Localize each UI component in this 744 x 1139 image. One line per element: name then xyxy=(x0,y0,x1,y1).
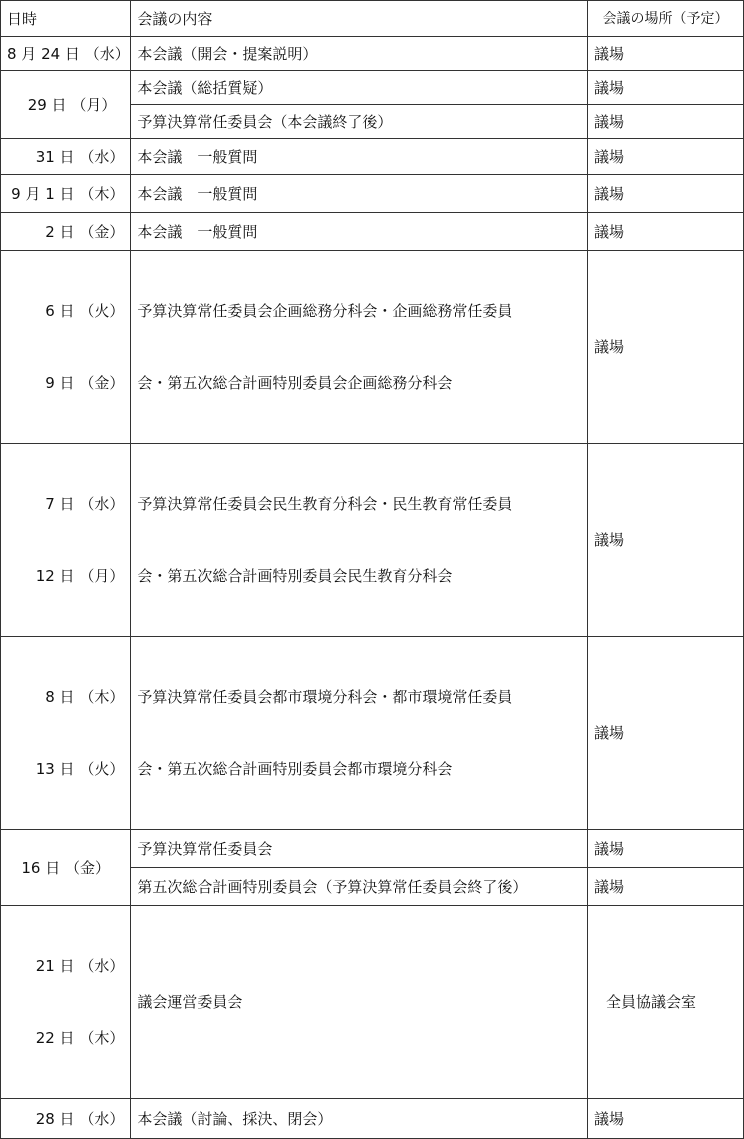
date-line: 9 日 （金） xyxy=(45,374,125,392)
place-cell: 全員協議会室 xyxy=(588,906,744,1099)
date-cell xyxy=(1,906,131,1099)
date-cell xyxy=(1,139,131,175)
date-line: 29 日 （月） xyxy=(27,95,117,114)
content-cell xyxy=(131,37,588,71)
date-line: 8 月 24 日 （水） xyxy=(7,44,130,63)
date-line: 13 日 （火） xyxy=(35,760,125,778)
content-line: 本会議 一般質問 xyxy=(137,184,258,203)
content-line: 会・第五次総合計画特別委員会都市環境分科会 xyxy=(137,760,453,778)
date-cell xyxy=(1,251,131,444)
content-line: 予算決算常任委員会 xyxy=(137,839,273,858)
table-row xyxy=(1,637,744,830)
date-line: 7 日 （水） xyxy=(45,495,125,513)
content-cell xyxy=(131,868,588,906)
date-cell xyxy=(1,1099,131,1139)
place-cell: 議場 xyxy=(588,175,744,213)
content-cell xyxy=(131,71,588,105)
content-cell xyxy=(131,213,588,251)
date-line: 2 日 （金） xyxy=(45,222,125,241)
table-row xyxy=(1,251,744,444)
date-line: 6 日 （火） xyxy=(45,302,125,320)
header-date: 日時 xyxy=(1,1,131,37)
place-cell: 議場 xyxy=(588,830,744,868)
place-cell: 議場 xyxy=(588,1099,744,1139)
place-cell: 議場 xyxy=(588,37,744,71)
date-cell xyxy=(1,444,131,637)
content-line: 本会議（総括質疑） xyxy=(137,78,273,97)
header-place: 会議の場所（予定） xyxy=(588,1,744,37)
date-line: 21 日 （水） xyxy=(35,957,125,975)
header-row xyxy=(1,1,744,37)
date-cell xyxy=(1,830,131,906)
content-cell xyxy=(131,139,588,175)
date-line: 9 月 1 日 （木） xyxy=(11,184,125,203)
place-cell: 議場 xyxy=(588,251,744,444)
content-line: 予算決算常任委員会企画総務分科会・企画総務常任委員 xyxy=(137,302,513,320)
content-line: 第五次総合計画特別委員会（予算決算常任委員会終了後） xyxy=(137,877,528,896)
date-line: 12 日 （月） xyxy=(35,567,125,585)
date-cell xyxy=(1,37,131,71)
content-line: 会・第五次総合計画特別委員会民生教育分科会 xyxy=(137,567,453,585)
table-row xyxy=(1,213,744,251)
date-cell xyxy=(1,213,131,251)
content-line: 会・第五次総合計画特別委員会企画総務分科会 xyxy=(137,374,453,392)
place-cell: 議場 xyxy=(588,105,744,139)
table-row xyxy=(1,139,744,175)
table-row xyxy=(1,830,744,868)
table-row xyxy=(1,37,744,71)
content-cell xyxy=(131,444,588,637)
content-line: 本会議（討論、採決、閉会） xyxy=(137,1109,333,1128)
date-line: 8 日 （木） xyxy=(45,688,125,706)
content-line: 本会議（開会・提案説明） xyxy=(137,44,318,63)
place-cell: 議場 xyxy=(588,71,744,105)
date-cell xyxy=(1,637,131,830)
date-line: 16 日 （金） xyxy=(21,858,110,877)
date-line: 22 日 （木） xyxy=(35,1029,125,1047)
content-cell xyxy=(131,637,588,830)
place-cell: 議場 xyxy=(588,444,744,637)
table-row xyxy=(1,906,744,1099)
content-line: 本会議 一般質問 xyxy=(137,222,258,241)
date-line: 28 日 （水） xyxy=(35,1109,125,1128)
place-cell: 議場 xyxy=(588,637,744,830)
content-cell xyxy=(131,906,588,1099)
content-cell xyxy=(131,1099,588,1139)
place-cell: 議場 xyxy=(588,868,744,906)
header-content: 会議の内容 xyxy=(131,1,588,37)
table-row xyxy=(1,444,744,637)
content-cell xyxy=(131,175,588,213)
date-cell xyxy=(1,175,131,213)
content-line: 予算決算常任委員会（本会議終了後） xyxy=(137,112,393,131)
content-line: 予算決算常任委員会民生教育分科会・民生教育常任委員 xyxy=(137,495,513,513)
content-cell xyxy=(131,830,588,868)
place-cell: 議場 xyxy=(588,213,744,251)
table-row xyxy=(1,71,744,105)
table-row xyxy=(1,175,744,213)
date-cell xyxy=(1,71,131,139)
content-cell xyxy=(131,105,588,139)
table-row xyxy=(1,1099,744,1139)
date-line: 31 日 （水） xyxy=(35,147,125,166)
content-line: 本会議 一般質問 xyxy=(137,147,258,166)
place-cell: 議場 xyxy=(588,139,744,175)
content-line: 予算決算常任委員会都市環境分科会・都市環境常任委員 xyxy=(137,688,513,706)
content-line: 議会運営委員会 xyxy=(137,993,243,1011)
content-cell xyxy=(131,251,588,444)
